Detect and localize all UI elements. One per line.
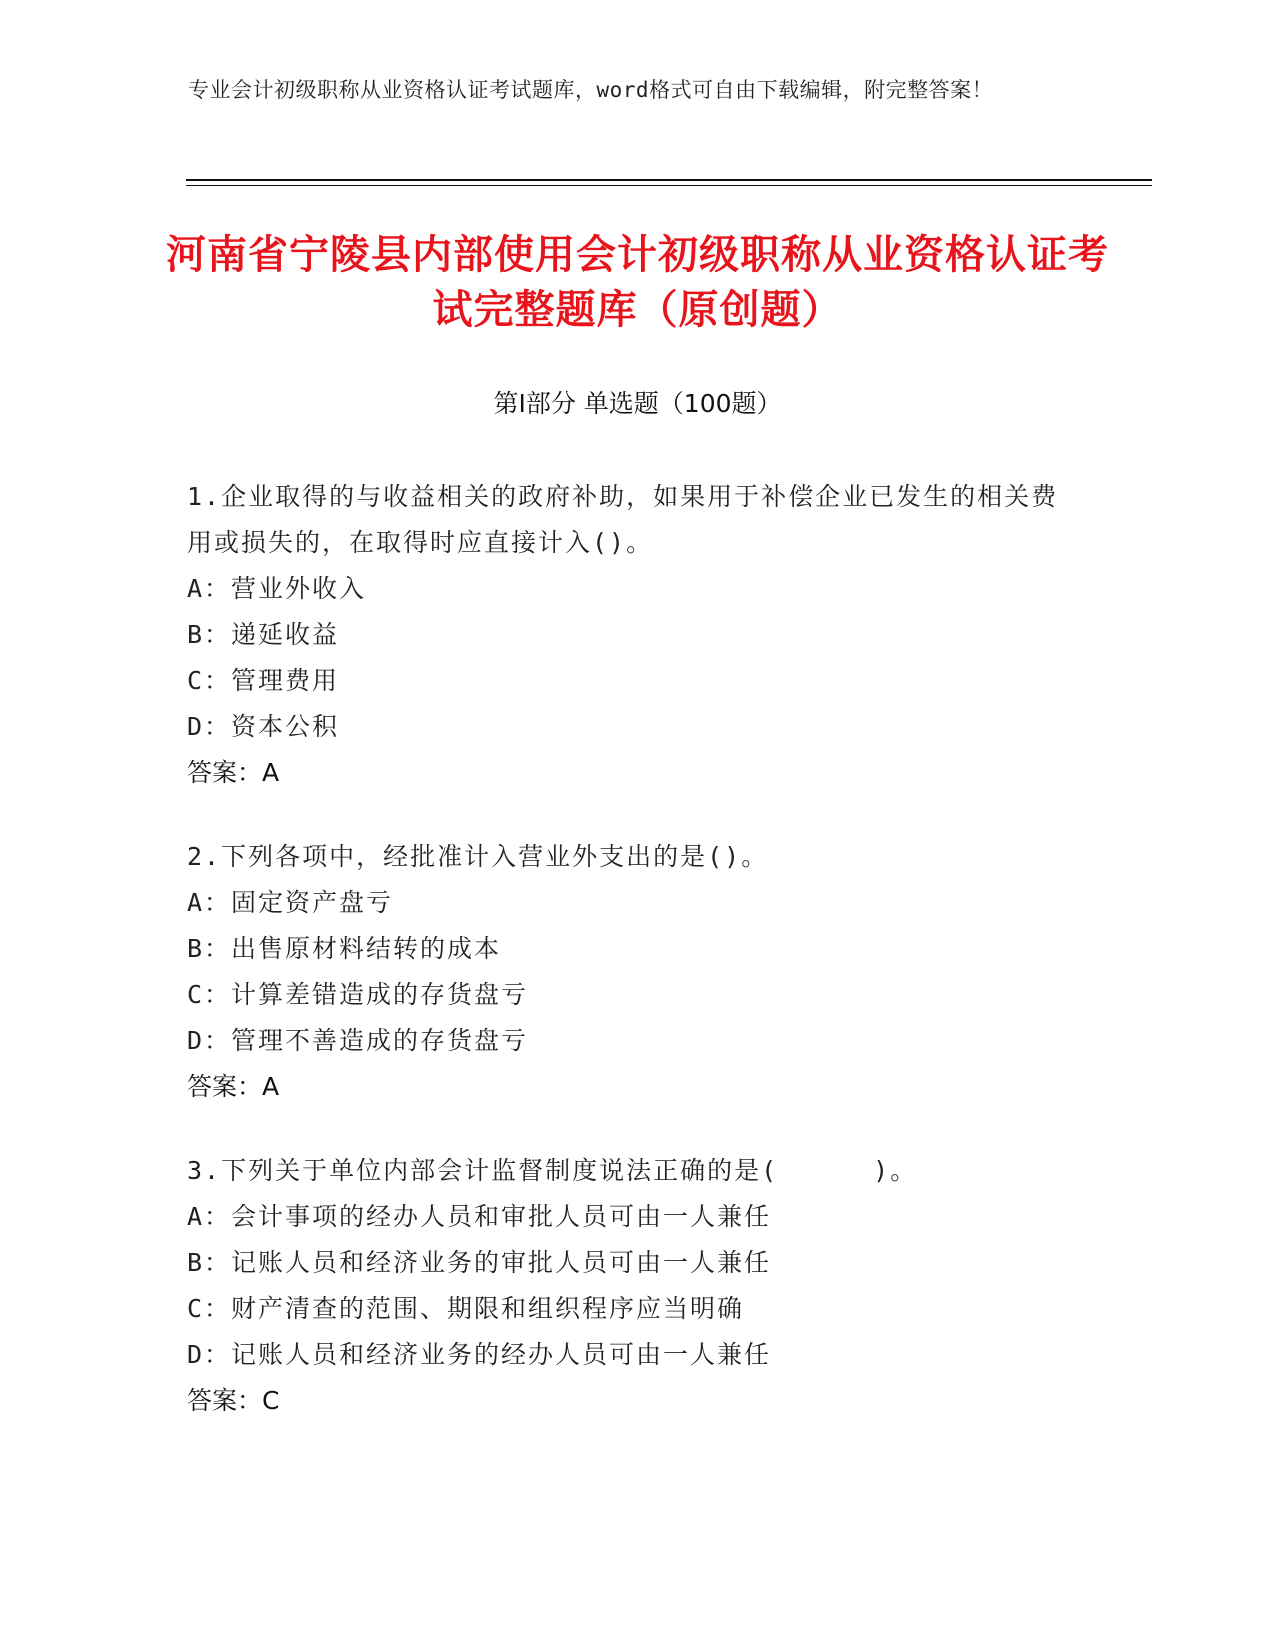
option-d: D：资本公积 — [187, 712, 340, 741]
header-rule-thick — [186, 179, 1152, 181]
option-b: B：出售原材料结转的成本 — [187, 934, 502, 963]
option-c: C：计算差错造成的存货盘亏 — [187, 980, 529, 1009]
question-1 — [187, 474, 1087, 796]
question-2 — [187, 834, 1087, 1110]
option-b: B：递延收益 — [187, 620, 340, 649]
question-stem — [187, 1148, 1067, 1194]
answer: 答案：A — [187, 1072, 280, 1101]
section-heading: 第I部分 单选题（100题） — [493, 389, 782, 418]
header-rule-thin — [186, 185, 1152, 186]
answer: 答案：C — [187, 1386, 280, 1415]
option-a: A：固定资产盘亏 — [187, 888, 394, 917]
question-list — [187, 474, 1087, 1462]
option-a: A：会计事项的经办人员和审批人员可由一人兼任 — [187, 1202, 772, 1231]
question-stem: 2.下列各项中，经批准计入营业外支出的是()。 — [187, 842, 769, 871]
option-a: A：营业外收入 — [187, 574, 367, 603]
question-stem: 1.企业取得的与收益相关的政府补助，如果用于补偿企业已发生的相关费用或损失的，在取得时应直接计入()。 — [187, 482, 1059, 557]
question-stem-end: )。 — [873, 1156, 918, 1185]
option-d: D：管理不善造成的存货盘亏 — [187, 1026, 529, 1055]
question-stem-start: 3.下列关于单位内部会计监督制度说法正确的是( — [187, 1156, 779, 1185]
option-b: B：记账人员和经济业务的审批人员可由一人兼任 — [187, 1248, 772, 1277]
option-c: C：财产清查的范围、期限和组织程序应当明确 — [187, 1294, 745, 1323]
answer: 答案：A — [187, 758, 280, 787]
document-title: 河南省宁陵县内部使用会计初级职称从业资格认证考试完整题库（原创题） — [166, 232, 1109, 333]
header-note: 专业会计初级职称从业资格认证考试题库，word格式可自由下载编辑，附完整答案！ — [188, 78, 994, 102]
option-c: C：管理费用 — [187, 666, 340, 695]
question-3 — [187, 1148, 1087, 1424]
option-d: D：记账人员和经济业务的经办人员可由一人兼任 — [187, 1340, 772, 1369]
